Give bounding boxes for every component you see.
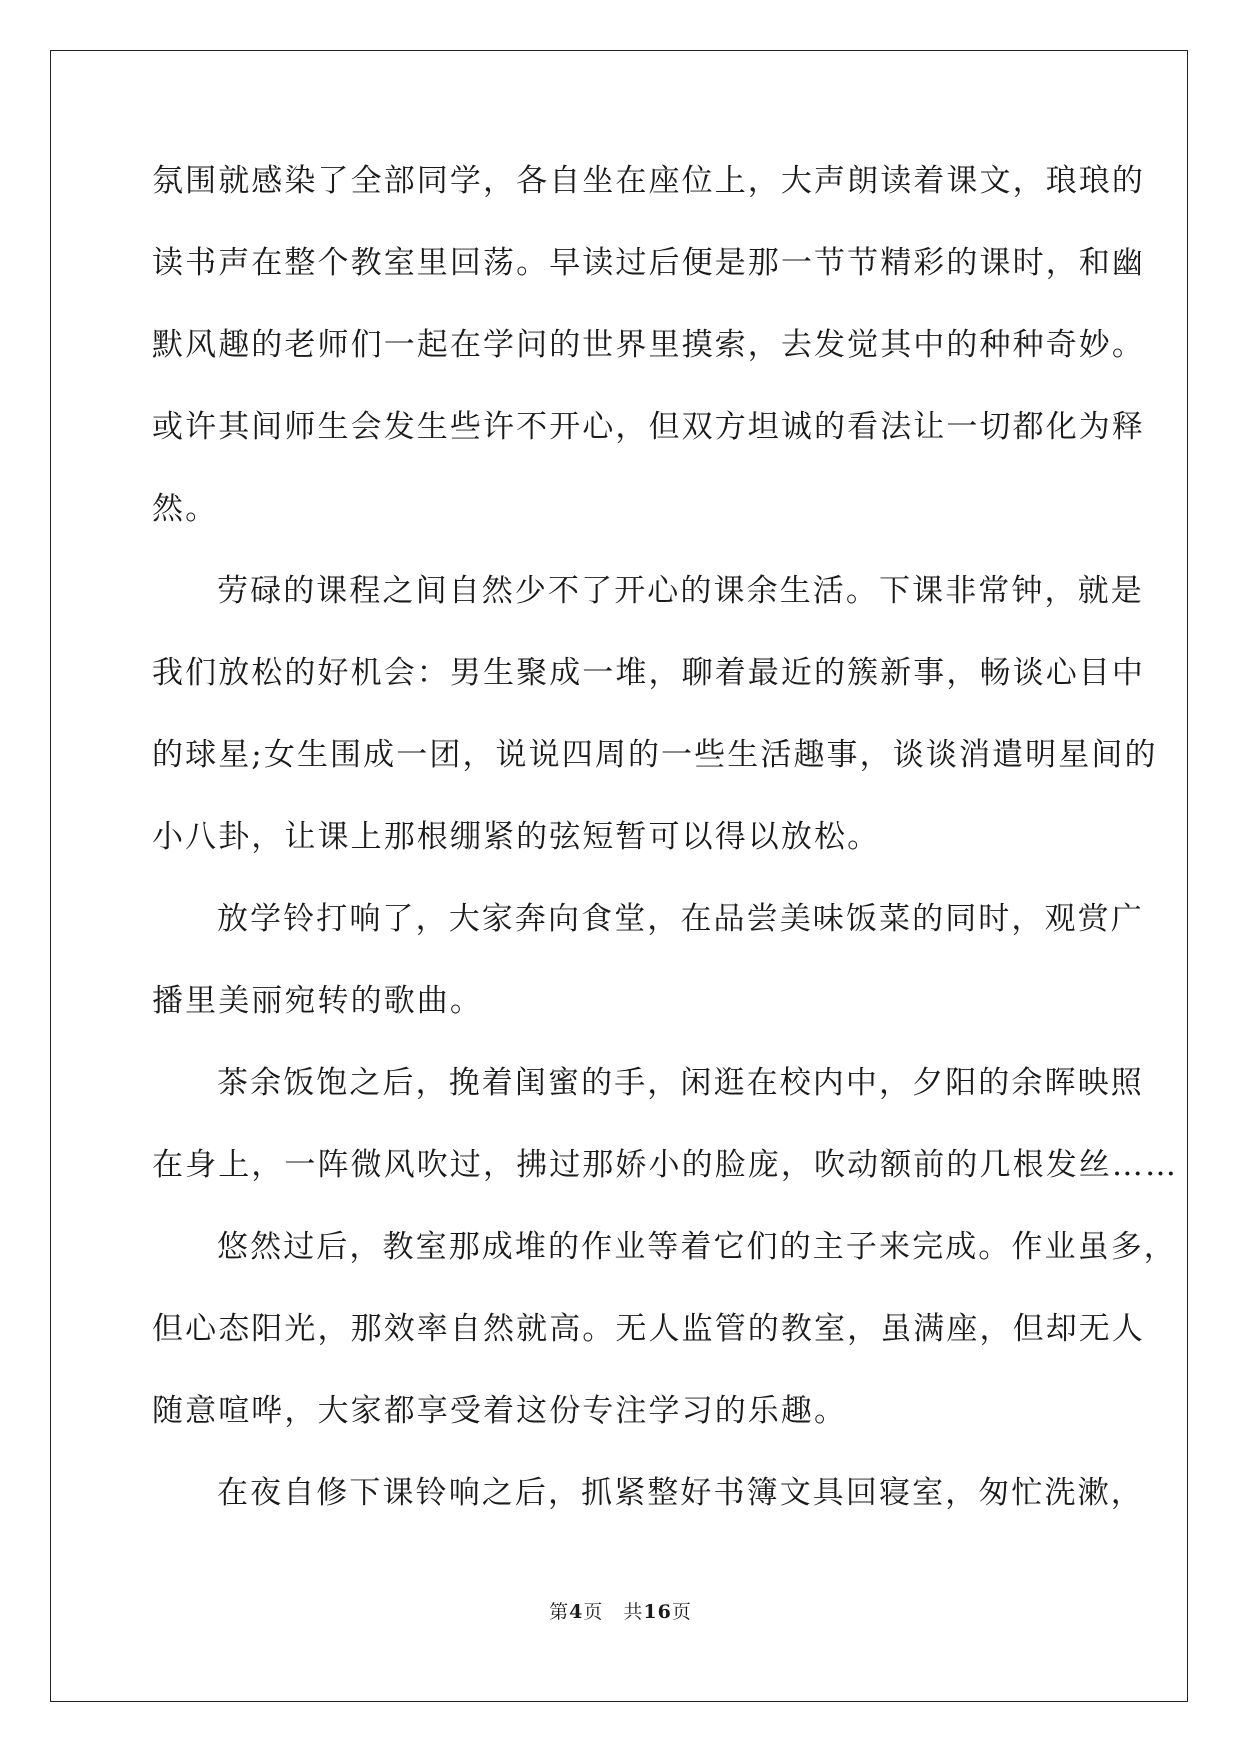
text-line: 读书声在整个教室里回荡。早读过后便是那一节节精彩的课时，和幽 [152,245,1145,281]
text-line: 在身上，一阵微风吹过，拂过那娇小的脸庞，吹动额前的几根发丝…… [152,1147,1179,1183]
page-number: 4 [569,1601,584,1623]
text-line: 劳碌的课程之间自然少不了开心的课余生活。下课非常钟，就是 [217,573,1144,609]
text-line: 默风趣的老师们一起在学问的世界里摸索，去发觉其中的种种奇妙。 [152,327,1145,363]
text-line: 悠然过后，教室那成堆的作业等着它们的主子来完成。作业虽多， [217,1229,1177,1265]
text-line: 茶余饭饱之后，挽着闺蜜的手，闲逛在校内中，夕阳的余晖映照 [217,1065,1144,1101]
total-label-suffix: 页 [671,1601,692,1623]
text-line: 然。 [152,491,219,527]
text-line: 播里美丽宛转的歌曲。 [152,983,483,1019]
text-line: 的球星;女生围成一团，说说四周的一些生活趣事，谈谈消遣明星间的 [152,737,1158,773]
text-line: 我们放松的好机会：男生聚成一堆，聊着最近的簇新事，畅谈心目中 [152,655,1145,691]
page-label-suffix: 页 [583,1601,604,1623]
text-line: 但心态阳光，那效率自然就高。无人监管的教室，虽满座，但却无人 [152,1311,1145,1347]
total-pages: 16 [643,1601,672,1623]
text-line: 随意喧哗，大家都享受着这份专注学习的乐趣。 [152,1393,848,1429]
total-label-prefix: 共 [623,1601,644,1623]
text-line: 或许其间师生会发生些许不开心，但双方坦诚的看法让一切都化为释 [152,409,1145,445]
document-body [152,155,1179,1549]
text-line: 放学铃打响了，大家奔向食堂，在品尝美味饭菜的同时，观赏广 [217,901,1144,937]
text-line: 小八卦，让课上那根绷紧的弦短暂可以得以放松。 [152,819,881,855]
page-label-prefix: 第 [549,1601,570,1623]
page-footer [0,1597,1241,1624]
text-line: 氛围就感染了全部同学，各自坐在座位上，大声朗读着课文，琅琅的 [152,163,1145,199]
text-line: 在夜自修下课铃响之后，抓紧整好书簿文具回寝室，匆忙洗漱， [217,1475,1144,1511]
